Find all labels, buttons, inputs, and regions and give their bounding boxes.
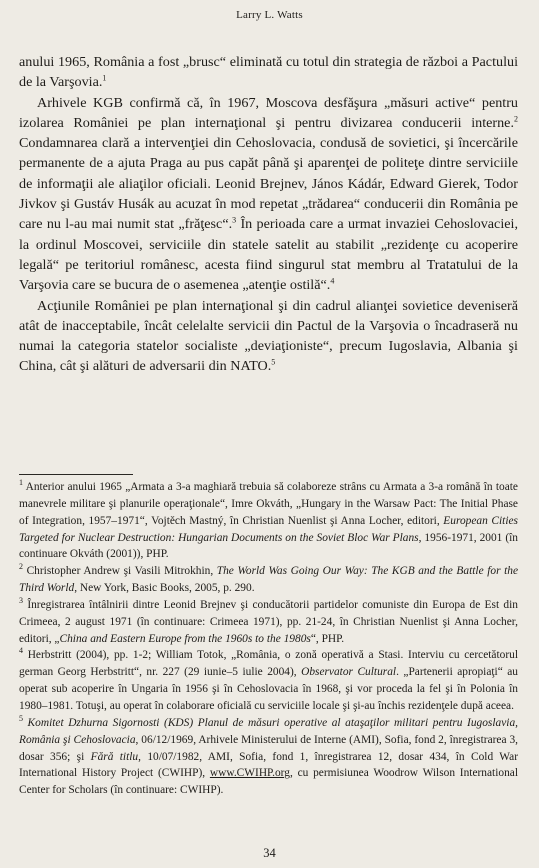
footnote-text: . „Partenerii apropiaţi“ au operat sub acoperire în Ungaria în 1956 şi în Cehoslovacia în 1968, şi vor proceda la fel şi în Polonia în 1980–1981. Totuşi, au operat în colaborare oficială cu serviciile locale şi şi-au închis rezidenţele după aceea. xyxy=(19,666,518,712)
footnote-separator xyxy=(19,474,133,475)
footnote-text: , 10/07/1982, AMI, Sofia, fond 1, înregistrarea 12, dosar 434, în Cold War International History Project (CWIHP), xyxy=(19,750,518,780)
footnote-1 xyxy=(19,479,518,563)
footnotes xyxy=(19,479,518,799)
footnote-4 xyxy=(19,647,518,714)
footnote-number: 1 xyxy=(19,478,23,488)
footnote-ref-4: 4 xyxy=(330,276,335,286)
footnote-text: , cu permisiunea Woodrow Wilson International Center for Scholars (în continuare: CWIHP). xyxy=(19,767,518,797)
footnote-ref-5: 5 xyxy=(271,357,276,367)
footnote-text: “, PHP. xyxy=(310,632,345,645)
footnote-ref-3: 3 xyxy=(232,215,237,225)
paragraph-text: Arhivele KGB confirmă că, în 1967, Moscova desfăşura „măsuri active“ pentru izolarea României pe plan internaţional şi pentru divizarea conducerii interne. xyxy=(19,94,518,131)
footnote-5 xyxy=(19,715,518,799)
footnote-title: The World Was Going Our Way: The KGB and the Battle for the Third World xyxy=(19,565,519,595)
paragraph-text: anului 1965, România a fost „brusc“ eliminată cu totul din strategia de război a Pactului de la Varşovia. xyxy=(19,54,518,91)
footnote-number: 2 xyxy=(19,562,23,572)
footnote-title: Komitet Dzhurna Sigornosti (KDS) Planul de măsuri operative al ataşaţilor militari pentru Iugoslavia, România şi Cehoslovacia xyxy=(19,716,518,746)
paragraph-2 xyxy=(19,93,518,296)
footnote-link[interactable]: www.CWIHP.org xyxy=(209,767,290,780)
footnote-3 xyxy=(19,597,518,648)
footnote-text: Înregistrarea întâlnirii dintre Leonid Brejnev şi conducătorii partidelor comuniste din Europa de Est din Crimeea, 2 august 1971 (în continuare: Crimeea 1971), pp. 21-24, în Christian Nuenlist şi Anna Locher, editori, „ xyxy=(19,598,518,645)
footnote-text: Christopher Andrew şi Vasili Mitrokhin, xyxy=(23,565,217,578)
footnote-text: Anterior anului 1965 „Armata a 3-a maghiară trebuia să colaboreze strâns cu Armata a 3-a română în toate manevrele militare şi planurile operaţionale“, Imre Okváth, „Hungary in the Warsaw Pact: The Initial Phase of Integration, 1957–1971“, Vojtěch Mastný, în Christian Nuenlist şi Anna Locher, editori, xyxy=(19,481,518,527)
footnote-number: 5 xyxy=(19,714,23,724)
footnote-title: Observator Cultural xyxy=(301,666,397,679)
footnote-text: , 1956-1971, 2001 (în continuare Okváth (2001)), PHP. xyxy=(19,531,518,561)
footnote-title: European Cities Targeted for Nuclear Destruction: Hungarian Documents on the Soviet Bloc War Plans xyxy=(19,514,518,544)
main-text xyxy=(19,52,518,377)
footnote-2 xyxy=(19,563,518,597)
paragraph-1 xyxy=(19,52,518,93)
footnote-ref-2: 2 xyxy=(514,114,518,124)
page-number: 34 xyxy=(263,846,276,860)
paragraph-3 xyxy=(19,296,518,377)
footnote-text: , New York, Basic Books, 2005, p. 290. xyxy=(74,582,255,595)
footnote-ref-1: 1 xyxy=(102,73,107,83)
footnote-text: , 06/12/1969, Arhivele Ministerului de Interne (AMI), Sofia, fond 2, înregistrarea 3, dosar 356; şi xyxy=(19,733,518,763)
footnote-text: Herbstritt (2004), pp. 1-2; William Totok, „România, o zonă operativă a Stasi. Interviu cu cercetătorul german Georg Herbstritt“, nr. 227 (29 iunie–5 iulie 2004), xyxy=(19,649,518,679)
footnote-number: 4 xyxy=(19,646,23,656)
running-header: Larry L. Watts xyxy=(236,9,303,21)
footnote-title: Fără titlu xyxy=(90,750,139,763)
footnote-number: 3 xyxy=(19,596,23,606)
paragraph-text: Condamnarea clară a intervenţiei din Cehoslovacia, condusă de sovietici, şi încercările permanente de a ajuta Praga au pus capăt până şi aparenţei de politeţe dintre serviciile de informaţii ale aliaţilor oficiali. Leonid Brejnev, János Kádár, Edward Gierek, Todor Jivkov şi Gustáv Husák au acuzat în mod repetat „trădarea“ conducerii din România pe care nu l-au mai numit stat „frăţesc“. xyxy=(19,135,518,233)
footnote-title: China and Eastern Europe from the 1960s to the 1980s xyxy=(59,632,311,645)
paragraph-text: În perioada care a urmat invaziei Cehoslovaciei, la ordinul Moscovei, serviciile din statele satelit au stabilit „rezidenţe cu acoperire legală“ pe teritoriul românesc, acesta fiind singurul stat membru al Tratatului de la Varşovia care se bucura de o asemenea „atenţie ostilă“. xyxy=(19,216,518,294)
paragraph-text: Acţiunile României pe plan internaţional şi din cadrul alianţei sovietice deveniseră atât de inacceptabile, încât celelalte servicii din Pactul de la Varşovia o încadraseră nu numai la categoria statelor socialiste „deviaţioniste“, precum Iugoslavia, Albania şi China, cât şi alături de adversarii din NATO. xyxy=(19,297,518,375)
